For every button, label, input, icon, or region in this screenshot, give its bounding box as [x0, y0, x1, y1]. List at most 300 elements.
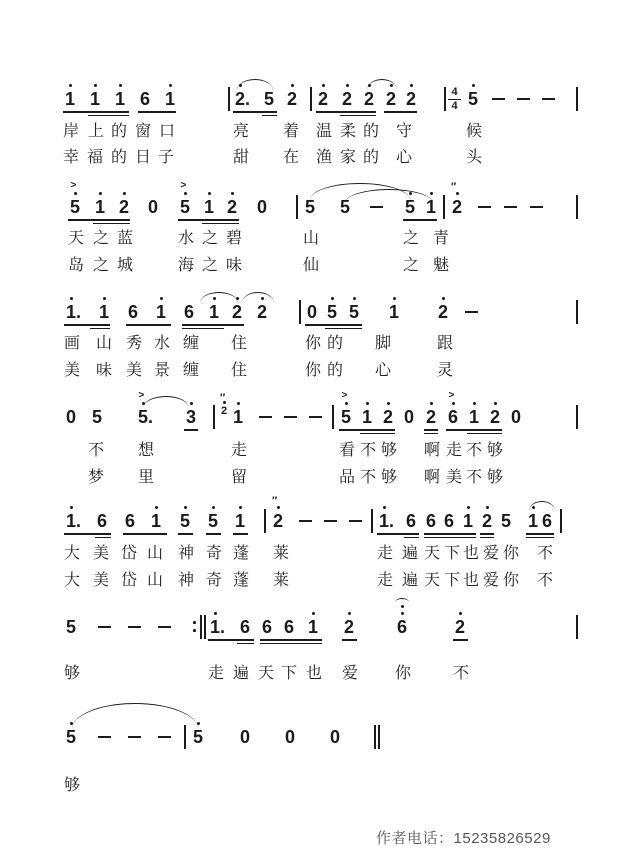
lyric-char: 的 [363, 149, 380, 166]
beam-underline [424, 533, 476, 535]
time-signature [448, 87, 461, 112]
note [364, 90, 374, 108]
beam-underline [260, 639, 322, 641]
note [469, 408, 479, 426]
lyric-char: 够 [487, 442, 504, 459]
lyric-char: 幸 [63, 149, 80, 166]
note-digit: 1 [65, 89, 76, 109]
lyric-char: 走 [377, 545, 394, 562]
octave-dot [348, 612, 351, 615]
note-digit: 2 [364, 89, 375, 109]
lyric-char: 蓬 [233, 572, 250, 589]
author-phone-number: 15235826529 [453, 830, 551, 847]
slur-arc [242, 292, 274, 303]
barline [296, 195, 298, 219]
lyric-char: 天 [424, 572, 441, 589]
dash-note [478, 206, 491, 208]
lyric-char: 心 [375, 362, 392, 379]
note-digit: 2 [119, 197, 130, 217]
lyric-char: 心 [396, 149, 413, 166]
lyric-char: 神 [178, 545, 195, 562]
lyric-char: 渔 [316, 149, 333, 166]
note [284, 618, 294, 636]
beam-underline [424, 429, 438, 431]
lyric-char: 碧 [226, 230, 243, 247]
dash-note [465, 311, 478, 313]
note-digit: 6 [125, 511, 136, 531]
note [511, 408, 521, 426]
octave-dot [331, 297, 334, 300]
note [379, 512, 394, 530]
note [257, 198, 267, 216]
lyric-char: 啊 [424, 469, 441, 486]
lyric-char: 莱 [273, 545, 290, 562]
lyric-char: 山 [147, 545, 164, 562]
lyric-char: 景 [154, 362, 171, 379]
note [426, 408, 436, 426]
barline [204, 615, 206, 639]
lyric-char: 味 [96, 362, 113, 379]
note-digit: 1 [90, 89, 101, 109]
note [455, 618, 465, 636]
beam-underline [88, 115, 129, 117]
octave-dot [190, 402, 193, 405]
lyric-char: 走 [446, 442, 463, 459]
note-digit: 1 [233, 407, 244, 427]
lyric-char: 够 [64, 777, 81, 794]
lyric-char: 岛 [68, 257, 85, 274]
lyric-char: 岱 [121, 545, 138, 562]
note [232, 303, 242, 321]
lyric-char: 之 [93, 257, 110, 274]
lyric-char: 青 [433, 230, 450, 247]
lyric-char: 山 [96, 335, 113, 352]
note [235, 90, 250, 108]
octave-dot [184, 192, 187, 195]
note-digit: 6 [140, 89, 151, 109]
accent-mark: > [180, 180, 187, 191]
note [148, 198, 158, 216]
lyric-char: 口 [159, 123, 176, 140]
lyric-char: 缠 [183, 335, 200, 352]
note-digit: 6 [262, 617, 273, 637]
beam-underline [93, 223, 130, 225]
note [330, 728, 340, 746]
beam-underline [453, 639, 468, 641]
barline [371, 509, 373, 533]
lyric-char: 爱 [483, 545, 500, 562]
note-digit: 1. [66, 302, 82, 322]
time-signature-numerator: 4 [451, 86, 458, 98]
note [210, 618, 225, 636]
beam-underline [404, 537, 419, 539]
barline [444, 87, 446, 111]
beam-underline [384, 111, 417, 113]
note [180, 180, 191, 217]
lyric-char: 美 [93, 572, 110, 589]
lyric-char: 之 [202, 257, 219, 274]
barline [378, 725, 380, 749]
dash-note [158, 626, 171, 628]
lyric-char: 海 [178, 257, 195, 274]
octave-dot [346, 84, 349, 87]
lyric-char: 走 [377, 572, 394, 589]
lyric-char: 你 [503, 545, 520, 562]
note [66, 303, 81, 321]
lyric-char: 脚 [375, 335, 392, 352]
note [386, 90, 396, 108]
beam-underline [403, 219, 437, 221]
beam-underline [90, 328, 110, 330]
note-digit: 0 [285, 727, 296, 747]
lyric-char: 不 [537, 572, 554, 589]
octave-dot [70, 506, 73, 509]
note [318, 90, 328, 108]
note-digit: 5 [66, 727, 77, 747]
lyric-char: 看 [339, 442, 356, 459]
note [404, 408, 414, 426]
lyric-char: 不 [466, 442, 483, 459]
note-digit: 2 [482, 511, 493, 531]
octave-dot [473, 402, 476, 405]
octave-dot [430, 192, 433, 195]
note-digit: 1 [165, 89, 176, 109]
accent-mark: > [448, 390, 455, 401]
note [451, 181, 463, 217]
lyric-char: 你 [503, 572, 520, 589]
note-digit: 5 [70, 197, 81, 217]
lyric-char: 也 [463, 572, 480, 589]
accent-mark: > [341, 390, 348, 401]
note-digit: 2 [232, 302, 243, 322]
beam-underline [340, 115, 376, 117]
note [66, 512, 81, 530]
lyric-char: 下 [444, 545, 461, 562]
lyric-char: 也 [306, 665, 323, 682]
note-digit: 2 [227, 197, 238, 217]
note-digit: 5. [138, 407, 154, 427]
note-digit: 6 [97, 511, 108, 531]
note [186, 408, 196, 426]
note-digit: 3 [186, 407, 197, 427]
beam-underline [316, 111, 376, 113]
beam-underline [480, 537, 494, 539]
octave-dot [212, 506, 215, 509]
octave-dot [467, 506, 470, 509]
note [227, 198, 237, 216]
barline [576, 300, 578, 324]
note [397, 618, 407, 636]
octave-dot [70, 297, 73, 300]
lyric-char: 味 [226, 257, 243, 274]
note [341, 390, 352, 427]
note [448, 390, 459, 427]
lyric-char: 山 [147, 572, 164, 589]
mordent-mark: ″ [220, 392, 226, 404]
note-digit: 1. [210, 617, 226, 637]
beam-underline [64, 533, 111, 535]
note [208, 512, 218, 530]
dash-note [349, 520, 362, 522]
note [140, 90, 150, 108]
note-digit: 5 [180, 197, 191, 217]
beam-underline [184, 429, 198, 431]
lyric-char: 仙 [303, 257, 320, 274]
note [406, 90, 416, 108]
note [65, 90, 75, 108]
lyric-char: 美 [93, 545, 110, 562]
lyric-char: 水 [154, 335, 171, 352]
slur-arc [200, 292, 238, 303]
note-digit: 2 [287, 89, 298, 109]
octave-dot [231, 192, 234, 195]
lyric-char: 之 [202, 230, 219, 247]
lyric-char: 城 [117, 257, 134, 274]
barline [332, 405, 334, 429]
lyric-char: 爱 [342, 665, 359, 682]
note [327, 303, 337, 321]
note [92, 408, 102, 426]
note-digit: 5 [66, 617, 77, 637]
note [308, 618, 318, 636]
note [165, 90, 175, 108]
octave-dot [99, 192, 102, 195]
lyric-char: 在 [283, 149, 300, 166]
barline [299, 300, 301, 324]
beam-underline [360, 433, 395, 435]
note [463, 512, 473, 530]
repeat-dot [193, 629, 196, 632]
note-digit: 2 [452, 197, 463, 217]
beam-underline [305, 324, 362, 326]
lyric-char: 的 [111, 123, 128, 140]
lyric-char: 候 [466, 123, 483, 140]
note-digit: 1. [66, 511, 82, 531]
lyric-char: 你 [305, 335, 322, 352]
dash-note [128, 626, 141, 628]
octave-dot [169, 84, 172, 87]
note [406, 512, 416, 530]
lyric-char: 神 [178, 572, 195, 589]
lyric-char: 不 [360, 442, 377, 459]
lyric-char: 天 [424, 545, 441, 562]
note [240, 728, 250, 746]
lyric-char: 够 [381, 469, 398, 486]
note-digit: 5 [349, 302, 360, 322]
beam-underline [208, 639, 254, 641]
note-digit: 5 [180, 511, 191, 531]
note-digit: 6 [240, 617, 251, 637]
lyric-char: 秀 [126, 335, 143, 352]
lyric-char: 够 [64, 665, 81, 682]
note [305, 198, 315, 216]
note-digit: 1 [528, 511, 539, 531]
beam-underline [325, 328, 362, 330]
note-digit: 5 [193, 727, 204, 747]
note-digit: 6 [444, 511, 455, 531]
beam-underline [233, 533, 248, 535]
lyric-char: 梦 [88, 469, 105, 486]
lyric-char: 日 [135, 149, 152, 166]
note [184, 303, 194, 321]
octave-dot [383, 506, 386, 509]
lyric-char: 不 [453, 665, 470, 682]
barline [213, 405, 215, 429]
octave-dot [103, 297, 106, 300]
note-digit: 2 [383, 407, 394, 427]
note-digit: 6 [542, 511, 553, 531]
beam-underline [68, 219, 130, 221]
mordent-mark: ″ [451, 181, 457, 193]
note-digit: 5 [327, 302, 338, 322]
slur-arc [529, 501, 555, 511]
note-digit: 0 [330, 727, 341, 747]
dash-note [324, 520, 337, 522]
beam-underline [206, 533, 221, 535]
lyric-char: 蓝 [117, 230, 134, 247]
note-digit: 5 [341, 407, 352, 427]
note-digit: 6 [426, 511, 437, 531]
note-digit: 1 [99, 302, 110, 322]
lyric-char: 的 [111, 149, 128, 166]
barline [228, 87, 230, 111]
note [99, 303, 109, 321]
lyric-char: 甜 [233, 149, 250, 166]
octave-dot [494, 402, 497, 405]
accent-mark: > [138, 390, 145, 401]
dash-note [299, 520, 312, 522]
octave-dot [237, 402, 240, 405]
barline [200, 615, 202, 639]
note [156, 303, 166, 321]
lyric-char: 蓬 [233, 545, 250, 562]
note-digit: 5 [340, 197, 351, 217]
octave-dot [239, 506, 242, 509]
lyric-char: 品 [339, 469, 356, 486]
note [180, 512, 190, 530]
note-digit: 5 [468, 89, 479, 109]
lyric-char: 岱 [121, 572, 138, 589]
beam-underline [178, 219, 239, 221]
lyric-char: 想 [138, 442, 155, 459]
octave-dot [74, 192, 77, 195]
note [138, 390, 154, 427]
octave-dot [353, 297, 356, 300]
beam-underline [339, 429, 395, 431]
note-digit: 2 [490, 407, 501, 427]
octave-dot [459, 612, 462, 615]
beam-underline [262, 115, 277, 117]
lyric-char: 够 [487, 469, 504, 486]
note [542, 512, 552, 530]
barline [576, 195, 578, 219]
barline [576, 87, 578, 111]
beam-underline [182, 324, 244, 326]
octave-dot [410, 84, 413, 87]
note [264, 90, 274, 108]
note [285, 728, 295, 746]
lyric-char: 温 [316, 123, 333, 140]
octave-dot [312, 612, 315, 615]
note-digit: 2 [406, 89, 417, 109]
note [66, 408, 76, 426]
note [426, 512, 436, 530]
lyric-char: 奇 [206, 545, 223, 562]
lyric-char: 之 [93, 230, 110, 247]
note [490, 408, 500, 426]
octave-dot [430, 402, 433, 405]
dash-note [98, 626, 111, 628]
note-digit: 0 [511, 407, 522, 427]
note-digit: 6 [128, 302, 139, 322]
note [287, 90, 297, 108]
lyric-char: 柔 [340, 123, 357, 140]
note [307, 303, 317, 321]
dash-note [284, 416, 297, 418]
lyric-char: 头 [466, 149, 483, 166]
note [151, 512, 161, 530]
note-digit: 6 [184, 302, 195, 322]
note [482, 512, 492, 530]
note-digit: 5 [208, 511, 219, 531]
fermata-dot [401, 605, 404, 608]
lyric-char: 不 [466, 469, 483, 486]
barline [264, 509, 266, 533]
beam-underline [202, 223, 239, 225]
lyric-char: 画 [64, 335, 81, 352]
slur-arc [367, 79, 397, 90]
barline [576, 405, 578, 429]
note-digit: 2 [221, 405, 228, 417]
note [349, 303, 359, 321]
note-digit: 2 [386, 89, 397, 109]
note-digit: 5 [264, 89, 275, 109]
beam-underline [63, 111, 129, 113]
note-digit: 2 [344, 617, 355, 637]
note-digit: 1 [469, 407, 480, 427]
note [193, 728, 203, 746]
beam-underline [123, 533, 167, 535]
beam-underline [526, 533, 554, 535]
note-digit: 1. [379, 511, 395, 531]
lyric-char: 爱 [483, 572, 500, 589]
lyric-char: 你 [305, 362, 322, 379]
lyric-char: 里 [138, 469, 155, 486]
note [389, 303, 399, 321]
note-digit: 6 [448, 407, 459, 427]
dash-note [98, 736, 111, 738]
note [235, 512, 245, 530]
beam-underline [95, 537, 111, 539]
lyric-char: 美 [64, 362, 81, 379]
lyric-char: 莱 [273, 572, 290, 589]
note [70, 180, 81, 217]
note-digit: 2 [426, 407, 437, 427]
note-digit: 1 [204, 197, 215, 217]
note [220, 392, 228, 417]
lyric-char: 子 [158, 149, 175, 166]
note-digit: 0 [307, 302, 318, 322]
beam-underline [424, 433, 438, 435]
beam-underline [467, 433, 502, 435]
note-digit: 2. [235, 89, 251, 109]
note [233, 408, 243, 426]
note-digit: 1 [151, 511, 162, 531]
note-digit: 0 [240, 727, 251, 747]
dash-note [492, 98, 505, 100]
note-digit: 2 [273, 511, 284, 531]
octave-dot [123, 192, 126, 195]
